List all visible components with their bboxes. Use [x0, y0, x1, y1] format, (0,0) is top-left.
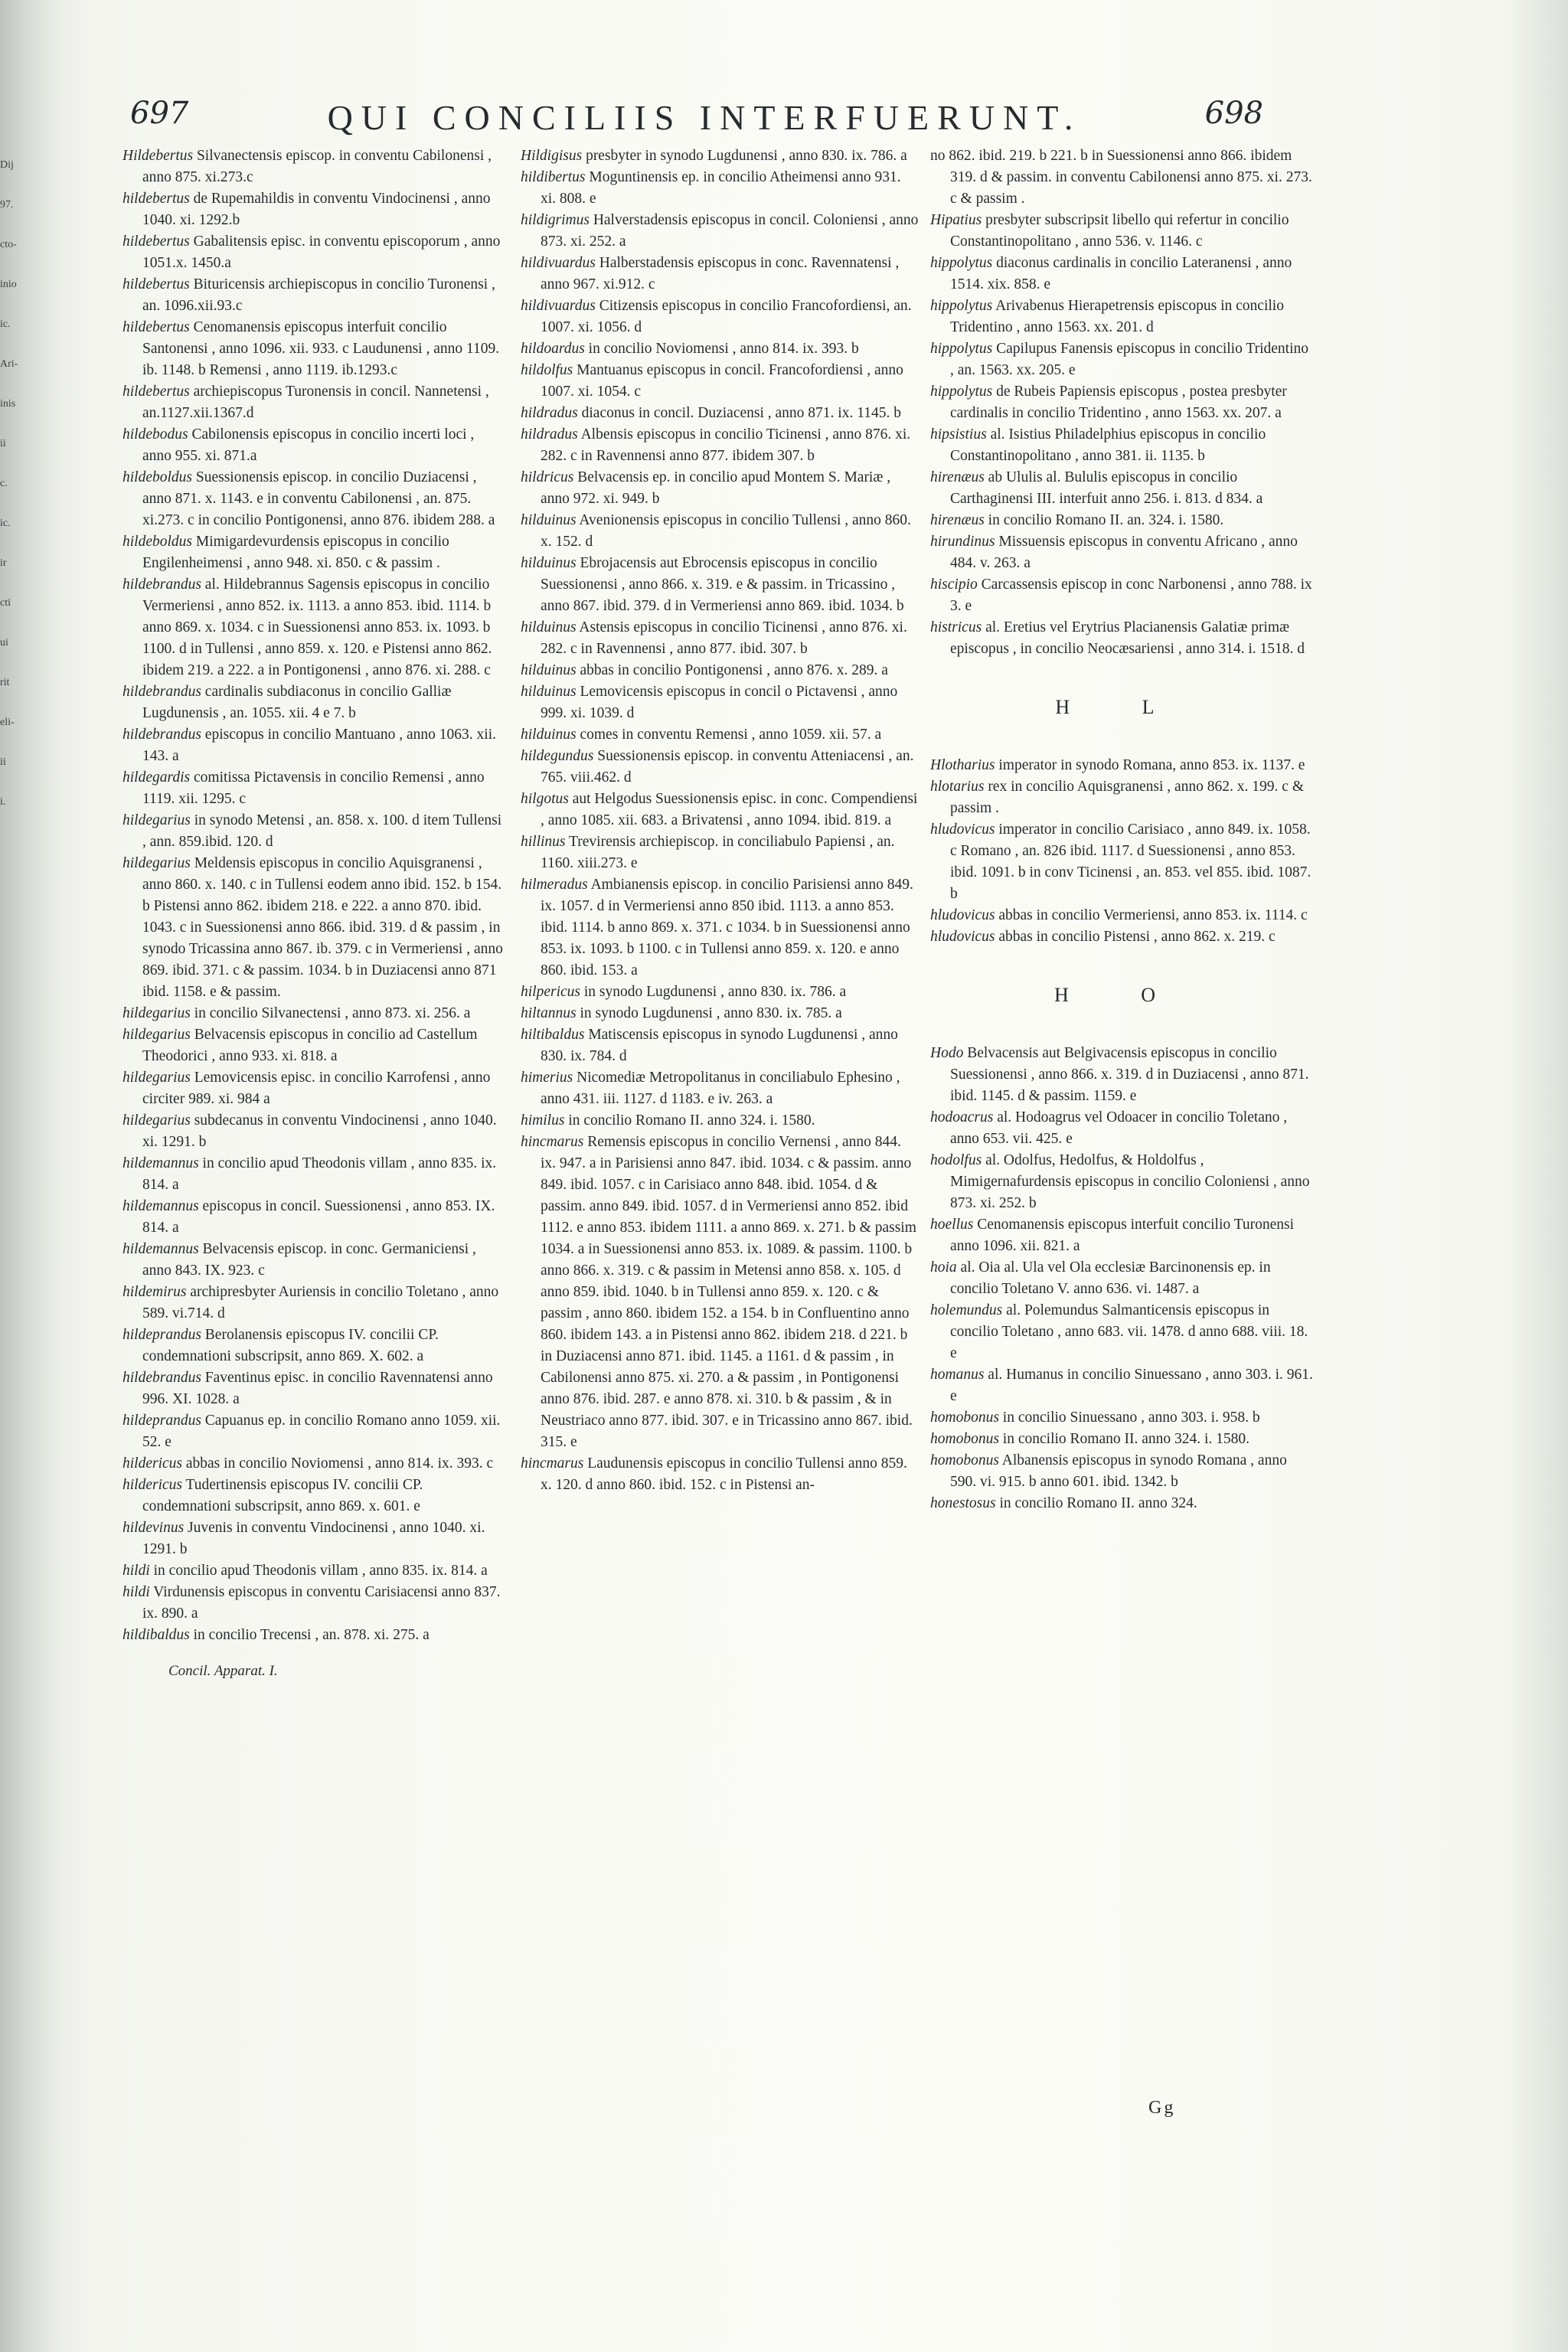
- index-entry: [521, 360, 919, 403]
- signature-mark: Gg: [1148, 2098, 1176, 2118]
- entry-headword: hildibertus: [521, 169, 586, 185]
- index-entry: [930, 467, 1313, 510]
- entry-headword: hildebertus: [122, 319, 190, 335]
- index-entry: [122, 1067, 505, 1110]
- entry-headword: homobonus: [930, 1431, 999, 1447]
- entry-text: rex in concilio Aquisgranensi , anno 862. x. 199. c & passim .: [950, 779, 1304, 816]
- entry-text: Mimigardevurdensis episcopus in concilio Engilenheimensi , anno 948. xi. 850. c & passim .: [142, 534, 449, 571]
- index-entry: [521, 1003, 919, 1024]
- index-entry: [930, 819, 1313, 905]
- index-entry: [521, 831, 919, 874]
- index-entry: [521, 167, 919, 210]
- section-heading-ho: H O: [1054, 984, 1190, 1006]
- entry-text: al. Hildebrannus Sagensis episcopus in concilio Vermeriensi , anno 852. ix. 1113. a anno 853. ibid. 1114. b anno 869. x. 1034. c in Suessionensi anno 853. ix. 1093. b 1100. d in Tullensi , anno 859. x. 120. e Pistensi anno 862. ibidem 219. a 222. a in Pontigonensi , anno 876. xi. 288. c: [142, 577, 492, 678]
- entry-text: episcopus in concilio Mantuano , anno 1063. xii. 143. a: [142, 727, 496, 764]
- entry-headword: hincmarus: [521, 1134, 584, 1150]
- index-entry: [930, 755, 1313, 776]
- column-3-hi-entries: [930, 145, 1313, 660]
- entry-text: abbas in concilio Pontigonensi , anno 876. x. 289. a: [580, 662, 888, 678]
- index-entry: [930, 1450, 1313, 1493]
- entry-headword: hildegarius: [122, 1027, 191, 1043]
- entry-headword: himerius: [521, 1070, 573, 1086]
- index-entry: [521, 1132, 919, 1453]
- entry-text: Astensis episcopus in concilio Ticinensi , anno 876. xi. 282. c in Ravennensi , anno 877. ibid. 307. b: [541, 619, 907, 657]
- entry-text: in concilio apud Theodonis villam , anno 835. ix. 814. a: [142, 1155, 497, 1193]
- entry-text: ab Ululis al. Bululis episcopus in concilio Carthaginensi III. interfuit anno 256. i. 813. d 834. a: [950, 469, 1263, 507]
- page-header: [130, 96, 1263, 149]
- index-entry: [521, 1110, 919, 1132]
- index-entry: [122, 1475, 505, 1517]
- index-entry: [122, 145, 505, 188]
- gutter-fragment: 97.: [0, 199, 14, 211]
- entry-headword: hludovicus: [930, 822, 995, 838]
- index-entry: [122, 1153, 505, 1196]
- entry-headword: hildericus: [122, 1455, 182, 1472]
- index-entry: [521, 874, 919, 982]
- entry-headword: hildigrimus: [521, 212, 590, 228]
- entry-headword: hilgotus: [521, 791, 569, 807]
- entry-text: Meldensis episcopus in concilio Aquisgranensi , anno 860. x. 140. c in Tullensi eodem anno ibid. 152. b 154. b Pistensi anno 862. ibidem 218. e 222. a anno 870. ibid. 1043. c in Suessionensi anno 866. ibid. 319. d & passim , in synodo Tricassina anno 867. ib. 379. c in Vermeriensi , anno 869. ibid. 371. c & passim. 1034. b in Duziacensi anno 871 ibid. 1158. e & passim.: [142, 855, 503, 1000]
- entry-headword: hildemannus: [122, 1241, 199, 1257]
- entry-text: diaconus cardinalis in concilio Lateranensi , anno 1514. xix. 858. e: [950, 255, 1292, 292]
- entry-text: cardinalis subdiaconus in concilio Galliæ Lugdunensis , an. 1055. xii. 4 e 7. b: [142, 684, 452, 721]
- entry-text: Gabalitensis episc. in conventu episcoporum , anno 1051.x. 1450.a: [142, 234, 501, 271]
- index-entry: [122, 767, 505, 810]
- index-entry: [930, 531, 1313, 574]
- entry-text: in concilio apud Theodonis villam , anno 835. ix. 814. a: [153, 1563, 488, 1579]
- index-entry: [521, 403, 919, 424]
- entry-text: in concilio Sinuessano , anno 303. i. 958. b: [1002, 1410, 1260, 1426]
- entry-headword: hildebertus: [122, 384, 190, 400]
- gutter-fragments: [0, 145, 31, 1524]
- index-entry: [930, 1257, 1313, 1300]
- index-entry: [930, 381, 1313, 424]
- index-entry: [521, 145, 919, 167]
- index-entry: [930, 210, 1313, 253]
- entry-headword: hippolytus: [930, 298, 993, 314]
- gutter-fragment: ui: [0, 637, 8, 648]
- index-entry: [930, 1407, 1313, 1429]
- entry-headword: hildoardus: [521, 341, 585, 357]
- index-entry: [122, 1110, 505, 1153]
- index-entry: [122, 274, 505, 317]
- gutter-fragment: cto-: [0, 239, 17, 250]
- entry-text: Moguntinensis ep. in concilio Atheimensi anno 931. xi. 808. e: [541, 169, 901, 207]
- entry-text: Trevirensis archiepiscop. in conciliabulo Papiensi , an. 1160. xiii.273. e: [541, 834, 895, 871]
- entry-text: Faventinus episc. in concilio Ravennatensi anno 996. XI. 1028. a: [142, 1370, 493, 1407]
- entry-headword: hincmarus: [521, 1455, 584, 1472]
- entry-headword: hildericus: [122, 1477, 182, 1493]
- index-entry: [122, 1282, 505, 1325]
- entry-text: abbas in concilio Vermeriensi, anno 853. ix. 1114. c: [998, 907, 1308, 923]
- entry-headword: hildivuardus: [521, 255, 596, 271]
- index-entry: [930, 296, 1313, 338]
- entry-headword: hoellus: [930, 1217, 974, 1233]
- entry-headword: hirenæus: [930, 469, 985, 485]
- index-entry: [930, 776, 1313, 819]
- entry-headword: hildemannus: [122, 1198, 199, 1214]
- entry-text: no 862. ibid. 219. b 221. b in Suessionensi anno 866. ibidem 319. d & passim. in conventu Cabilonensi anno 875. xi. 273. c & passim .: [930, 148, 1312, 207]
- entry-text: Matiscensis episcopus in synodo Lugdunensi , anno 830. ix. 784. d: [541, 1027, 898, 1064]
- entry-headword: hildegarius: [122, 1070, 191, 1086]
- entry-text: Arivabenus Hierapetrensis episcopus in concilio Tridentino , anno 1563. xx. 201. d: [950, 298, 1284, 335]
- entry-headword: hildevinus: [122, 1520, 185, 1536]
- column-1-entries: [122, 145, 505, 1646]
- index-entry: [122, 574, 505, 681]
- entry-text: in synodo Lugdunensi , anno 830. ix. 785. a: [580, 1005, 842, 1021]
- gutter-fragment: ii: [0, 756, 6, 768]
- entry-headword: hildeprandus: [122, 1413, 201, 1429]
- gutter-fragment: i.: [0, 796, 6, 808]
- entry-text: Bituricensis archiepiscopus in concilio Turonensi , an. 1096.xii.93.c: [142, 276, 495, 314]
- column-3: [930, 145, 1313, 1514]
- index-entry: [930, 1043, 1313, 1107]
- entry-text: Mantuanus episcopus in concil. Francofordiensi , anno 1007. xi. 1054. c: [541, 362, 903, 400]
- apparatus-note: Concil. Apparat. I.: [168, 1663, 278, 1679]
- index-entry: [521, 1067, 919, 1110]
- index-entry: [122, 188, 505, 231]
- entry-headword: hirundinus: [930, 534, 995, 550]
- entry-text: Capuanus ep. in concilio Romano anno 1059. xii. 52. e: [142, 1413, 501, 1450]
- index-entry: [930, 1300, 1313, 1364]
- index-entry: [521, 296, 919, 338]
- entry-headword: hildemirus: [122, 1284, 187, 1300]
- entry-headword: honestosus: [930, 1495, 996, 1511]
- entry-headword: hildolfus: [521, 362, 573, 378]
- entry-text: Suessionensis episcop. in conventu Atteniacensi , an. 765. viii.462. d: [541, 748, 914, 786]
- index-entry: [122, 1517, 505, 1560]
- entry-text: aut Helgodus Suessionensis episc. in conc. Compendiensi , anno 1085. xii. 683. a Brivatensi , anno 1094. ibid. 819. a: [541, 791, 918, 828]
- index-entry: [122, 381, 505, 424]
- gutter-fragment: eli-: [0, 717, 15, 728]
- entry-text: presbyter subscripsit libello qui refertur in concilio Constantinopolitano , anno 536. v. 1146. c: [950, 212, 1289, 250]
- entry-text: in concilio Silvanectensi , anno 873. xi. 256. a: [194, 1005, 471, 1021]
- entry-headword: hludovicus: [930, 907, 995, 923]
- entry-text: Ambianensis episcop. in concilio Parisiensi anno 849. ix. 1057. d in Vermeriensi anno 850 ibid. 1113. a anno 853. ibid. 1114. b anno 869. x. 371. c 1034. b in Suessionensi anno 853. ix. 1093. b 1100. c in Tullensi anno 859. x. 120. e anno 860. ibid. 153. a: [541, 877, 913, 978]
- entry-headword: hilduinus: [521, 684, 577, 700]
- index-entry: [122, 810, 505, 853]
- entry-headword: hiltibaldus: [521, 1027, 585, 1043]
- entry-text: Belvacensis episcop. in conc. Germaniciensi , anno 843. IX. 923. c: [142, 1241, 476, 1279]
- entry-headword: hildegundus: [521, 748, 594, 764]
- index-entry: [930, 424, 1313, 467]
- index-entry: [122, 1325, 505, 1367]
- index-entry: [521, 338, 919, 360]
- gutter-fragment: ic.: [0, 518, 11, 529]
- entry-headword: homanus: [930, 1367, 985, 1383]
- entry-headword: hildi: [122, 1584, 150, 1600]
- entry-text: Belvacensis ep. in concilio apud Montem S. Mariæ , anno 972. xi. 949. b: [541, 469, 891, 507]
- entry-text: imperator in concilio Carisiaco , anno 849. ix. 1058. c Romano , an. 826 ibid. 1117. d Suessionensi , anno 853. ibid. 1091. b in conv Ticinensi , an. 853. vel 855. ibid. 1087. b: [950, 822, 1312, 902]
- index-entry: [122, 853, 505, 1003]
- gutter-fragment: inis: [0, 398, 16, 410]
- index-entry: [521, 982, 919, 1003]
- entry-text: de Rubeis Papiensis episcopus , postea presbyter cardinalis in concilio Tridentino , anno 1563. xx. 207. a: [950, 384, 1287, 421]
- entry-headword: hiltannus: [521, 1005, 577, 1021]
- entry-headword: hodoacrus: [930, 1109, 994, 1125]
- page-number-left: 697: [130, 96, 189, 131]
- entry-text: in concilio Romano II. anno 324. i. 1580.: [568, 1112, 815, 1129]
- entry-headword: hilmeradus: [521, 877, 588, 893]
- entry-text: abbas in concilio Noviomensi , anno 814. ix. 393. c: [185, 1455, 494, 1472]
- entry-headword: Hlotharius: [930, 757, 995, 773]
- entry-text: Halverstadensis episcopus in concil. Coloniensi , anno 873. xi. 252. a: [541, 212, 919, 250]
- index-entry: [521, 1453, 919, 1496]
- entry-text: Lemovicensis episcopus in concil o Pictavensi , anno 999. xi. 1039. d: [541, 684, 898, 721]
- entry-text: Cenomanensis episcopus interfuit concilio Turonensi anno 1096. xii. 821. a: [950, 1217, 1295, 1254]
- entry-text: al. Hodoagrus vel Odoacer in concilio Toletano , anno 653. vii. 425. e: [950, 1109, 1288, 1147]
- entry-headword: hildebertus: [122, 191, 190, 207]
- entry-headword: hilduinus: [521, 727, 577, 743]
- entry-text: in concilio Trecensi , an. 878. xi. 275. a: [193, 1627, 430, 1643]
- entry-headword: hildebrandus: [122, 577, 201, 593]
- entry-headword: homobonus: [930, 1452, 999, 1468]
- entry-headword: Hodo: [930, 1045, 964, 1061]
- entry-headword: hildeboldus: [122, 469, 192, 485]
- entry-headword: hildebodus: [122, 426, 188, 443]
- entry-text: Belvacensis episcopus in concilio ad Castellum Theodorici , anno 933. xi. 818. a: [142, 1027, 478, 1064]
- entry-headword: hildricus: [521, 469, 574, 485]
- entry-text: al. Odolfus, Hedolfus, & Holdolfus , Mimigernafurdensis episcopus in concilio Coloniensi , anno 873. xi. 252. b: [950, 1152, 1310, 1211]
- index-entry: [521, 467, 919, 510]
- index-entry: [930, 1364, 1313, 1407]
- entry-headword: Hipatius: [930, 212, 982, 228]
- entry-text: de Rupemahildis in conventu Vindocinensi , anno 1040. xi. 1292.b: [142, 191, 491, 228]
- entry-headword: hildegarius: [122, 1005, 191, 1021]
- index-entry: [930, 905, 1313, 926]
- entry-headword: hilduinus: [521, 512, 577, 528]
- index-entry: [122, 467, 505, 531]
- index-entry: [930, 926, 1313, 948]
- gutter-fragment: inio: [0, 279, 17, 290]
- entry-headword: hildebrandus: [122, 727, 201, 743]
- entry-headword: hildivuardus: [521, 298, 596, 314]
- entry-headword: hippolytus: [930, 341, 993, 357]
- index-entry: [521, 724, 919, 746]
- entry-headword: hildebrandus: [122, 684, 201, 700]
- index-entry: [930, 510, 1313, 531]
- entry-headword: hildi: [122, 1563, 150, 1579]
- gutter-fragment: ii: [0, 438, 6, 449]
- entry-text: Laudunensis episcopus in concilio Tullensi anno 859. x. 120. d anno 860. ibid. 152. c in Pistensi an-: [541, 1455, 907, 1493]
- index-entry: [930, 1429, 1313, 1450]
- entry-text: Cabilonensis episcopus in concilio incerti loci , anno 955. xi. 871.a: [142, 426, 475, 464]
- entry-headword: hildebrandus: [122, 1370, 201, 1386]
- page-number-right: 698: [1204, 96, 1263, 131]
- index-entry: [122, 1625, 505, 1646]
- gutter-fragment: cti: [0, 597, 11, 609]
- entry-headword: hillinus: [521, 834, 566, 850]
- entry-text: subdecanus in conventu Vindocinensi , anno 1040. xi. 1291. b: [142, 1112, 497, 1150]
- index-entry: [521, 660, 919, 681]
- gutter-fragment: Ari-: [0, 358, 18, 370]
- index-entry: [930, 1107, 1313, 1150]
- entry-text: presbyter in synodo Lugdunensi , anno 830. ix. 786. a: [586, 148, 907, 164]
- index-entry: [122, 1582, 505, 1625]
- section-heading-hl: H L: [1055, 696, 1188, 718]
- entry-text: Citizensis episcopus in concilio Francofordiensi, an. 1007. xi. 1056. d: [541, 298, 912, 335]
- entry-text: episcopus in concil. Suessionensi , anno 853. IX. 814. a: [142, 1198, 495, 1236]
- entry-text: al. Isistius Philadelphius episcopus in concilio Constantinopolitano , anno 381. ii. 1135. b: [950, 426, 1266, 464]
- entry-text: Lemovicensis episc. in concilio Karrofensi , anno circiter 989. xi. 984 a: [142, 1070, 491, 1107]
- gutter-fragment: ir: [0, 557, 7, 569]
- entry-text: archiepiscopus Turonensis in concil. Nannetensi , an.1127.xii.1367.d: [142, 384, 489, 421]
- column-3-hl-entries: [930, 755, 1313, 948]
- entry-headword: hodolfus: [930, 1152, 982, 1168]
- index-entry: [930, 145, 1313, 210]
- index-entry: [122, 681, 505, 724]
- entry-text: Tudertinensis episcopus IV. concilii CP. condemnationi subscripsit, anno 869. x. 601. e: [142, 1477, 423, 1514]
- entry-headword: hippolytus: [930, 384, 993, 400]
- entry-text: al. Eretius vel Erytrius Placianensis Galatiæ primæ episcopus , in concilio Neocæsariensi , anno 314. i. 1518. d: [950, 619, 1305, 657]
- entry-text: Albensis episcopus in concilio Ticinensi , anno 876. xi. 282. c in Ravennensi anno 877. ibidem 307. b: [541, 426, 911, 464]
- entry-headword: hiscipio: [930, 577, 978, 593]
- entry-headword: hildeprandus: [122, 1327, 201, 1343]
- gutter-fragment: Dij: [0, 159, 14, 171]
- index-entry: [122, 1024, 505, 1067]
- entry-headword: hildegarius: [122, 855, 191, 871]
- entry-text: Ebrojacensis aut Ebrocensis episcopus in concilio Suessionensi , anno 866. x. 319. e & passim. in Tricassino , anno 867. ibid. 379. d in Vermeriensi anno 869. ibid. 1034. b: [541, 555, 904, 614]
- entry-text: Missuensis episcopus in conventu Africano , anno 484. v. 263. a: [950, 534, 1298, 571]
- entry-text: comes in conventu Remensi , anno 1059. xii. 57. a: [580, 727, 882, 743]
- entry-headword: hippolytus: [930, 255, 993, 271]
- entry-headword: hildibaldus: [122, 1627, 190, 1643]
- entry-text: al. Polemundus Salmanticensis episcopus in concilio Toletano , anno 683. vii. 1478. d anno 688. viii. 18. e: [950, 1302, 1308, 1361]
- entry-text: Silvanectensis episcop. in conventu Cabilonensi , anno 875. xi.273.c: [142, 148, 492, 185]
- index-entry: [122, 1196, 505, 1239]
- gutter-fragment: rit: [0, 677, 10, 688]
- index-entry: [521, 746, 919, 789]
- entry-text: Remensis episcopus in concilio Vernensi , anno 844. ix. 947. a in Parisiensi anno 847. ibid. 1034. c & passim. anno 849. ibid. 1057. c in Carisiaco anno 848. ibid. 1054. d & passim. anno 849. ibid. 1057. d in Vermeriensi anno 852. ibid 1112. e anno 853. ibidem 1111. a anno 869. x. 271. b & passim 1034. a in Suessionensi anno 853. ix. 1089. & passim. 1100. b anno 866. x. 319. c & passim in Metensi anno 858. x. 105. d anno 859. ibid. 1040. b in Tullensi anno 859. x. 120. c & passim , anno 860. ibidem 152. a 154. b in Confluentino anno 860. ibidem 143. a in Pistensi anno 862. ibidem 218. d 221. b in Duziacensi anno 871. ibid. 1145. a 1161. d & passim , in Cabilonensi anno 875. xi. 270. a & passim , in Pontigonensi anno 876. ibid. 287. e anno 878. xi. 310. b & passim , & in Neustriaco anno 877. ibid. 307. e in Tricassino anno 867. ibid. 315. e: [541, 1134, 916, 1450]
- index-entry: [521, 210, 919, 253]
- entry-text: in synodo Lugdunensi , anno 830. ix. 786. a: [583, 984, 847, 1000]
- entry-text: Carcassensis episcop in conc Narbonensi , anno 788. ix 3. e: [950, 577, 1312, 614]
- entry-text: Belvacensis aut Belgivacensis episcopus in concilio Suessionensi , anno 866. x. 319. d in Duziacensi , anno 871. ibid. 1145. d & passim. 1159. e: [950, 1045, 1309, 1104]
- index-entry: [521, 424, 919, 467]
- index-entry: [930, 338, 1313, 381]
- entry-headword: himilus: [521, 1112, 565, 1129]
- index-entry: [521, 1024, 919, 1067]
- index-entry: [930, 253, 1313, 296]
- index-entry: [122, 1367, 505, 1410]
- index-entry: [122, 1410, 505, 1453]
- entry-headword: hilpericus: [521, 984, 580, 1000]
- previous-page-gutter: [0, 0, 54, 2352]
- entry-text: archipresbyter Auriensis in concilio Toletano , anno 589. vi.714. d: [142, 1284, 499, 1321]
- column-2-entries: [521, 145, 919, 1496]
- entry-headword: hoia: [930, 1259, 957, 1276]
- running-title: QUI CONCILIIS INTERFUERUNT.: [327, 98, 1082, 137]
- index-entry: [521, 789, 919, 831]
- entry-text: Albanensis episcopus in synodo Romana , anno 590. vi. 915. b anno 601. ibid. 1342. b: [950, 1452, 1287, 1490]
- entry-text: in concilio Noviomensi , anno 814. ix. 393. b: [588, 341, 859, 357]
- column-2: [521, 145, 919, 1496]
- entry-text: al. Oia al. Ula vel Ola ecclesiæ Barcinonensis ep. in concilio Toletano V. anno 636. vi. 1487. a: [950, 1259, 1271, 1297]
- entry-text: Nicomediæ Metropolitanus in conciliabulo Ephesino , anno 431. iii. 1127. d 1183. e iv. 263. a: [541, 1070, 900, 1107]
- index-entry: [930, 1493, 1313, 1514]
- entry-headword: hildebertus: [122, 234, 190, 250]
- index-entry: [122, 231, 505, 274]
- gutter-fragment: c.: [0, 478, 8, 489]
- entry-headword: hilduinus: [521, 662, 577, 678]
- index-entry: [521, 253, 919, 296]
- entry-headword: histricus: [930, 619, 982, 635]
- entry-headword: hildebertus: [122, 276, 190, 292]
- entry-headword: homobonus: [930, 1410, 999, 1426]
- entry-text: Cenomanensis episcopus interfuit concilio Santonensi , anno 1096. xii. 933. c Laudunensi , anno 1109. ib. 1148. b Remensi , anno 1119. ib.1293.c: [142, 319, 500, 378]
- entry-headword: hildeboldus: [122, 534, 192, 550]
- index-entry: [930, 1150, 1313, 1214]
- entry-headword: hildradus: [521, 426, 578, 443]
- entry-text: in synodo Metensi , an. 858. x. 100. d item Tullensi , ann. 859.ibid. 120. d: [142, 812, 502, 850]
- index-entry: [521, 553, 919, 617]
- entry-text: Suessionensis episcop. in concilio Duziacensi , anno 871. x. 1143. e in conventu Cabilonensi , an. 875. xi.273. c in concilio Pontigonensi, anno 876. ibidem 288. a: [142, 469, 495, 528]
- entry-headword: hildegarius: [122, 812, 191, 828]
- entry-text: comitissa Pictavensis in concilio Remensi , anno 1119. xii. 1295. c: [142, 769, 485, 807]
- entry-text: Berolanensis episcopus IV. concilii CP. condemnationi subscripsit, anno 869. X. 602. a: [142, 1327, 439, 1364]
- entry-headword: hlotarius: [930, 779, 985, 795]
- entry-text: Virdunensis episcopus in conventu Carisiacensi anno 837. ix. 890. a: [142, 1584, 501, 1622]
- index-entry: [930, 574, 1313, 617]
- entry-text: al. Humanus in concilio Sinuessano , anno 303. i. 961. e: [950, 1367, 1313, 1404]
- index-entry: [122, 1239, 505, 1282]
- entry-text: Juvenis in conventu Vindocinensi , anno 1040. xi. 1291. b: [142, 1520, 485, 1557]
- column-3-ho-entries: [930, 1043, 1313, 1514]
- index-entry: [122, 1453, 505, 1475]
- index-entry: [521, 617, 919, 660]
- index-entry: [122, 1560, 505, 1582]
- entry-text: diaconus in concil. Duziacensi , anno 871. ix. 1145. b: [581, 405, 901, 421]
- index-entry: [930, 617, 1313, 660]
- entry-headword: hildegardis: [122, 769, 191, 786]
- entry-headword: hildemannus: [122, 1155, 199, 1171]
- entry-headword: hipsistius: [930, 426, 987, 443]
- entry-text: Capilupus Fanensis episcopus in concilio Tridentino , an. 1563. xx. 205. e: [950, 341, 1308, 378]
- entry-headword: hildradus: [521, 405, 578, 421]
- entry-text: in concilio Romano II. anno 324. i. 1580.: [1002, 1431, 1250, 1447]
- entry-headword: hilduinus: [521, 619, 577, 635]
- entry-headword: hludovicus: [930, 929, 995, 945]
- entry-text: in concilio Romano II. anno 324.: [999, 1495, 1197, 1511]
- column-1: [122, 145, 505, 1697]
- gutter-fragment: ic.: [0, 318, 11, 330]
- entry-headword: Hildebertus: [122, 148, 194, 164]
- entry-headword: hildegarius: [122, 1112, 191, 1129]
- entry-text: abbas in concilio Pistensi , anno 862. x. 219. c: [998, 929, 1276, 945]
- entry-text: imperator in synodo Romana, anno 853. ix. 1137. e: [998, 757, 1305, 773]
- index-entry: [122, 317, 505, 381]
- index-entry: [122, 531, 505, 574]
- entry-headword: holemundus: [930, 1302, 1003, 1318]
- entry-text: Avenionensis episcopus in concilio Tullensi , anno 860. x. 152. d: [541, 512, 911, 550]
- entry-headword: Hildigisus: [521, 148, 583, 164]
- entry-headword: hirenæus: [930, 512, 985, 528]
- entry-headword: hilduinus: [521, 555, 577, 571]
- index-entry: [521, 510, 919, 553]
- entry-text: Halberstadensis episcopus in conc. Ravennatensi , anno 967. xi.912. c: [541, 255, 900, 292]
- index-entry: [122, 1003, 505, 1024]
- index-entry: [122, 424, 505, 467]
- index-entry: [930, 1214, 1313, 1257]
- index-entry: [122, 724, 505, 767]
- index-entry: [521, 681, 919, 724]
- entry-text: in concilio Romano II. an. 324. i. 1580.: [988, 512, 1224, 528]
